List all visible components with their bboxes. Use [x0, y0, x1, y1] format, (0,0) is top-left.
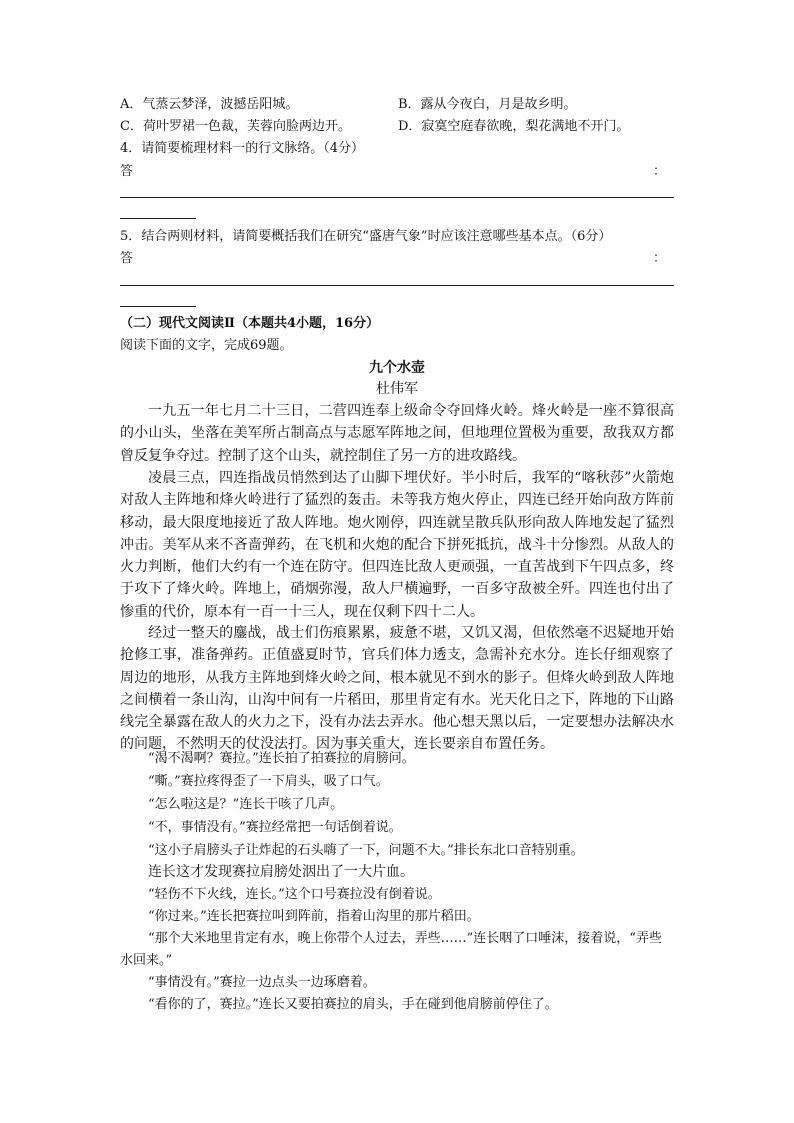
- article-paragraph-1: 一九五一年七月二十三日，二营四连奉上级命令夺回烽火岭。烽火岭是一座不算很高的小山头，坐落在美军所占制高点与志愿军阵地之间，但地理位置极为重要，敌我双方都曾反复争夺过。控制了这个山头，就控制住了另一方的进攻路线。: [120, 403, 674, 464]
- answer-line: [120, 285, 674, 286]
- option-d: D．寂寞空庭春欲晚，梨花满地不开门。: [398, 119, 630, 134]
- dialog-line-8: “那个大米地里肯定有水，晚上你带个人过去，弄些……”连长咽了口唾沫，接着说，“弄些水回来。”: [120, 931, 662, 968]
- option-c: C．荷叶罗裙一色裁，芙蓉向脸两边开。: [120, 119, 351, 134]
- dialog-line-4: “不，事情没有。”赛拉经常把一句话倒着说。: [148, 820, 402, 835]
- question-5-answer-row: [120, 249, 674, 269]
- narration-line: 连长这才发现赛拉肩膀处洇出了一大片血。: [148, 864, 414, 880]
- dialog-line-5: “这小子肩膀头子让炸起的石头嗨了一下，问题不大。”排长东北口音特别重。: [148, 843, 584, 858]
- section-instruction: 阅读下面的文字，完成69题。: [120, 338, 293, 353]
- answer-colon: ：: [652, 164, 666, 179]
- answer-line-short: [120, 306, 196, 307]
- answer-line: [120, 197, 674, 198]
- answer-colon: ：: [652, 251, 666, 266]
- answer-label: 答: [120, 164, 134, 179]
- dialog-line-3: “怎么啦这是？”连长干咳了几声。: [148, 797, 344, 812]
- question-4: 4．请简要梳理材料一的行文脉络。（4分）: [120, 141, 365, 156]
- article-paragraph-3: 经过一整天的鏖战，战士们伤痕累累，疲惫不堪，又饥又渴，但依然毫不迟疑地开始抢修工事，准备弹药。正值盛夏时节，官兵们体力透支，急需补充水分。连长仔细观察了周边的地形，从我方主阵地到烽火岭之间，根本就见不到水的影子。但烽火岭到敌人阵地之间横着一条山沟，山沟中间有一片稻田，那里肯定有水。光天化日之下，阵地的下山路线完全暴露在敌人的火力之下，没有办法去弄水。他心想天黑以后，一定要想办法解决水的问题，不然明天的仗没法打。因为事关重大，连长要亲自布置任务。: [120, 625, 674, 753]
- section-heading: （二）现代文阅读Ⅱ（本题共4小题，16分）: [120, 316, 380, 331]
- answer-line-short: [120, 218, 196, 219]
- dialog-line-2: “嘶。”赛拉疼得歪了一下肩头，吸了口气。: [148, 774, 389, 789]
- dialog-line-1: “渴不渴啊？赛拉。”连长拍了拍赛拉的肩膀问。: [148, 751, 415, 766]
- article-title: 九个水壶: [369, 360, 425, 376]
- dialog-line-6: “轻伤不下火线，连长。”这个口号赛拉没有倒着说。: [148, 887, 441, 902]
- dialog-line-10: “看你的了，赛拉。”连长又要拍赛拉的肩头，手在碰到他肩膀前停住了。: [148, 997, 558, 1012]
- question-4-answer-row: [120, 162, 674, 182]
- article-author: 杜伟军: [376, 381, 418, 397]
- question-5: 5．结合两则材料，请简要概括我们在研究“盛唐气象”时应该注意哪些基本点。（6分）: [120, 229, 612, 244]
- dialog-line-9: “事情没有。”赛拉一边点头一边琢磨着。: [148, 975, 376, 990]
- article-paragraph-2: 凌晨三点，四连指战员悄然到达了山脚下埋伏好。半小时后，我军的“喀秋莎”火箭炮对敌人主阵地和烽火岭进行了猛烈的轰击。未等我方炮火停止，四连已经开始向敌方阵前移动，最大限度地接近了敌人阵地。炮火刚停，四连就呈散兵队形向敌人阵地发起了猛烈冲击。美军从来不吝啬弹药，在飞机和火炮的配合下拼死抵抗，战斗十分惨烈。从敌人的火力判断，他们大约有一个连在防守。但四连比敌人更顽强，一直苦战到下午四点多，终于攻下了烽火岭。阵地上，硝烟弥漫，敌人尸横遍野，一百多守敌被全歼。四连也付出了惨重的代价，原本有一百一十三人，现在仅剩下四十二人。: [120, 470, 674, 620]
- option-b: B．露从今夜白，月是故乡明。: [398, 97, 577, 112]
- answer-label: 答: [120, 251, 134, 266]
- dialog-line-7: “你过来。”连长把赛拉叫到阵前，指着山沟里的那片稻田。: [148, 909, 480, 924]
- option-a: A．气蒸云梦泽，波撼岳阳城。: [120, 97, 299, 112]
